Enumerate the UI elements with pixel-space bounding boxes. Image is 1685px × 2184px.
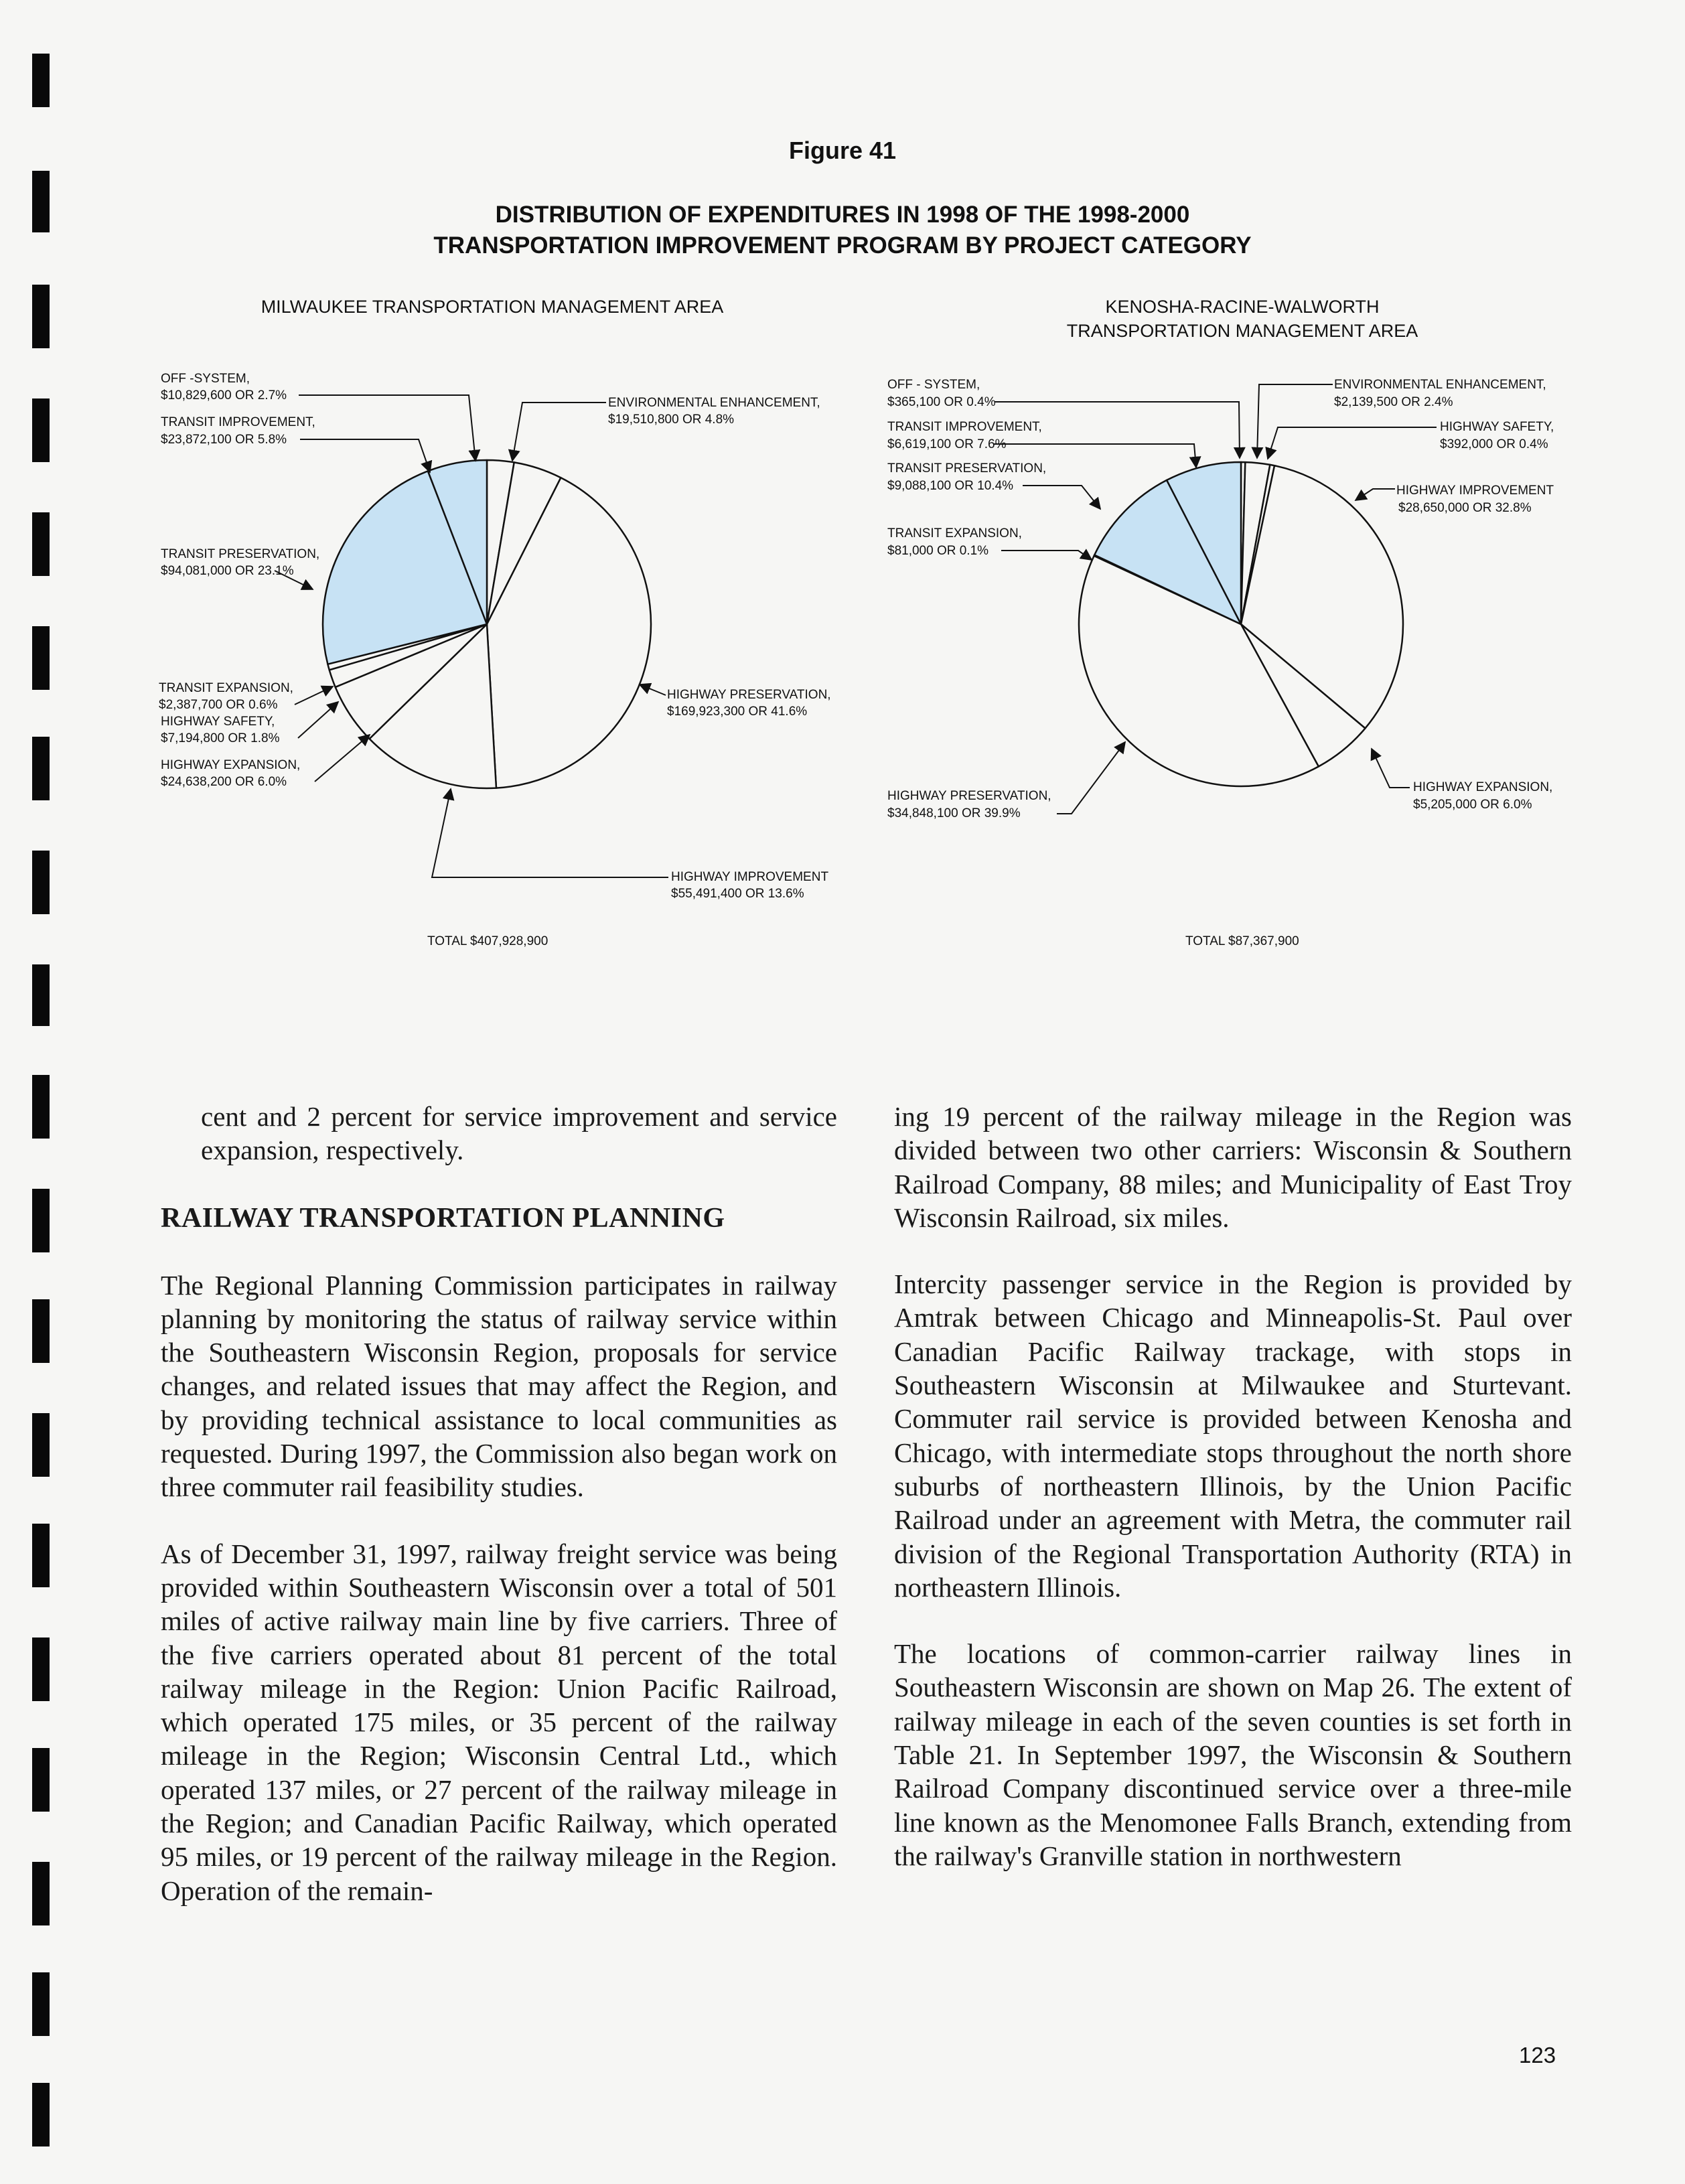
value-off-system: $10,829,600 OR 2.7%: [161, 388, 287, 403]
value-highway-safety: $7,194,800 OR 1.8%: [161, 731, 280, 745]
milwaukee-total: TOTAL $407,928,900: [427, 934, 548, 948]
krw-pie: [1079, 462, 1403, 786]
figure-title-line-2: TRANSPORTATION IMPROVEMENT PROGRAM BY PROJECT CATEGORY: [433, 232, 1252, 259]
figure-number: Figure 41: [788, 137, 897, 164]
binding-mark: [32, 1862, 50, 1925]
krw-value-transit-preservation: $9,088,100 OR 10.4%: [887, 479, 1014, 493]
pie-charts: [0, 0, 1685, 991]
left-column: [161, 1100, 837, 1907]
value-transit-improvement: $23,872,100 OR 5.8%: [161, 433, 287, 447]
binding-mark: [32, 1524, 50, 1587]
krw-value-transit-expansion: $81,000 OR 0.1%: [887, 544, 989, 558]
binding-mark: [32, 2083, 50, 2146]
krw-value-transit-improvement: $6,619,100 OR 7.6%: [887, 437, 1007, 451]
krw-label-highway-expansion: HIGHWAY EXPANSION,: [1413, 780, 1553, 794]
page-number: 123: [1519, 2043, 1556, 2067]
figure-title-line-1: DISTRIBUTION OF EXPENDITURES IN 1998 OF THE 1998-2000: [495, 202, 1190, 228]
binding-mark: [32, 1748, 50, 1812]
label-highway-safety: HIGHWAY SAFETY,: [161, 715, 275, 729]
left-paragraph-2: As of December 31, 1997, railway freight service was being provided within Southeastern Wisconsin over a total of 501 miles of active railway main line by five carriers. Three of the five carriers operated about 81 percent of the total railway mileage in the Region: Union Pacific Railroad, which operated 175 miles, or 35 percent of the railway mileage in the Region; Wisconsin Central Ltd., which operated 137 miles, or 27 percent of the railway mileage in the Region; and Canadian Pacific Railway, which operated 95 miles, or 19 percent of the railway mileage in the Region. Operation of the remain-: [161, 1538, 837, 1906]
value-transit-preservation: $94,081,000 OR 23.1%: [161, 564, 294, 578]
krw-label-transit-preservation: TRANSIT PRESERVATION,: [887, 461, 1047, 476]
section-heading: RAILWAY TRANSPORTATION PLANNING: [161, 1202, 725, 1234]
value-environmental-enhancement: $19,510,800 OR 4.8%: [608, 413, 735, 427]
krw-label-environmental-enhancement: ENVIRONMENTAL ENHANCEMENT,: [1334, 378, 1546, 392]
krw-label-transit-expansion: TRANSIT EXPANSION,: [887, 526, 1022, 540]
milwaukee-chart-title: MILWAUKEE TRANSPORTATION MANAGEMENT AREA: [261, 297, 724, 317]
binding-mark: [32, 1189, 50, 1252]
krw-label-highway-preservation: HIGHWAY PRESERVATION,: [887, 789, 1051, 803]
value-highway-preservation: $169,923,300 OR 41.6%: [667, 705, 808, 719]
label-transit-expansion: TRANSIT EXPANSION,: [159, 681, 293, 695]
krw-value-environmental-enhancement: $2,139,500 OR 2.4%: [1334, 395, 1453, 409]
krw-value-highway-expansion: $5,205,000 OR 6.0%: [1413, 798, 1532, 812]
krw-chart-title-line-2: TRANSPORTATION MANAGEMENT AREA: [1066, 321, 1418, 341]
label-highway-improvement: HIGHWAY IMPROVEMENT: [671, 870, 829, 884]
value-highway-improvement: $55,491,400 OR 13.6%: [671, 887, 804, 901]
label-highway-preservation: HIGHWAY PRESERVATION,: [667, 688, 831, 702]
krw-label-off-system: OFF - SYSTEM,: [887, 378, 980, 392]
right-column: [894, 1100, 1572, 1873]
value-transit-expansion: $2,387,700 OR 0.6%: [159, 698, 278, 712]
label-highway-expansion: HIGHWAY EXPANSION,: [161, 758, 301, 772]
krw-label-highway-improvement: HIGHWAY IMPROVEMENT: [1396, 484, 1554, 498]
binding-mark: [32, 1413, 50, 1477]
value-highway-expansion: $24,638,200 OR 6.0%: [161, 775, 287, 789]
left-continuation: cent and 2 percent for service improvement and service expansion, respectively.: [201, 1101, 837, 1166]
label-transit-improvement: TRANSIT IMPROVEMENT,: [161, 415, 315, 429]
label-transit-preservation: TRANSIT PRESERVATION,: [161, 547, 320, 561]
krw-label-transit-improvement: TRANSIT IMPROVEMENT,: [887, 420, 1042, 434]
label-environmental-enhancement: ENVIRONMENTAL ENHANCEMENT,: [608, 396, 820, 410]
label-off-system: OFF -SYSTEM,: [161, 372, 250, 386]
left-paragraph-1: The Regional Planning Commission participates in railway planning by monitoring the status of railway service within the Southeastern Wisconsin Region, proposals for service changes, and related issues that may affect the Region, and by providing technical assistance to local communities as requested. During 1997, the Commission also began work on three commuter rail feasibility studies.: [161, 1269, 837, 1503]
binding-mark: [32, 1075, 50, 1139]
right-paragraph-3: The locations of common-carrier railway lines in Southeastern Wisconsin are shown on Map 26. The extent of railway mileage in each of the seven counties is set forth in Table 21. In September 1997, the Wisconsin & Southern Railroad Company discontinued service over a three-mile line known as the Menomonee Falls Branch, extending from the railway's Granville station in northwestern: [894, 1638, 1572, 1871]
krw-total: TOTAL $87,367,900: [1185, 934, 1299, 948]
binding-mark: [32, 1299, 50, 1363]
krw-value-off-system: $365,100 OR 0.4%: [887, 395, 996, 409]
krw-value-highway-safety: $392,000 OR 0.4%: [1440, 437, 1548, 451]
krw-chart-title-line-1: KENOSHA-RACINE-WALWORTH: [1105, 297, 1380, 317]
krw-label-highway-safety: HIGHWAY SAFETY,: [1440, 420, 1554, 434]
binding-mark: [32, 1972, 50, 2036]
right-paragraph-1: ing 19 percent of the railway mileage in the Region was divided between two other carriers: Wisconsin & Southern Railroad Company, 88 miles; and Municipality of East Troy Wisconsin Railroad, six miles.: [894, 1101, 1572, 1233]
milwaukee-pie: [323, 460, 651, 788]
right-paragraph-2: Intercity passenger service in the Region is provided by Amtrak between Chicago and Minneapolis-St. Paul over Canadian Pacific Railway trackage, with stops in Southeastern Wisconsin at Milwaukee and Sturtevant. Commuter rail service is provided between Kenosha and Chicago, with intermediate stops throughout the north shore suburbs of northeastern Illinois, by the Union Pacific Railroad under an agreement with Metra, the commuter rail division of the Regional Transportation Authority (RTA) in northeastern Illinois.: [894, 1268, 1572, 1603]
krw-value-highway-improvement: $28,650,000 OR 32.8%: [1398, 501, 1532, 515]
krw-value-highway-preservation: $34,848,100 OR 39.9%: [887, 806, 1021, 820]
binding-mark: [32, 1637, 50, 1701]
